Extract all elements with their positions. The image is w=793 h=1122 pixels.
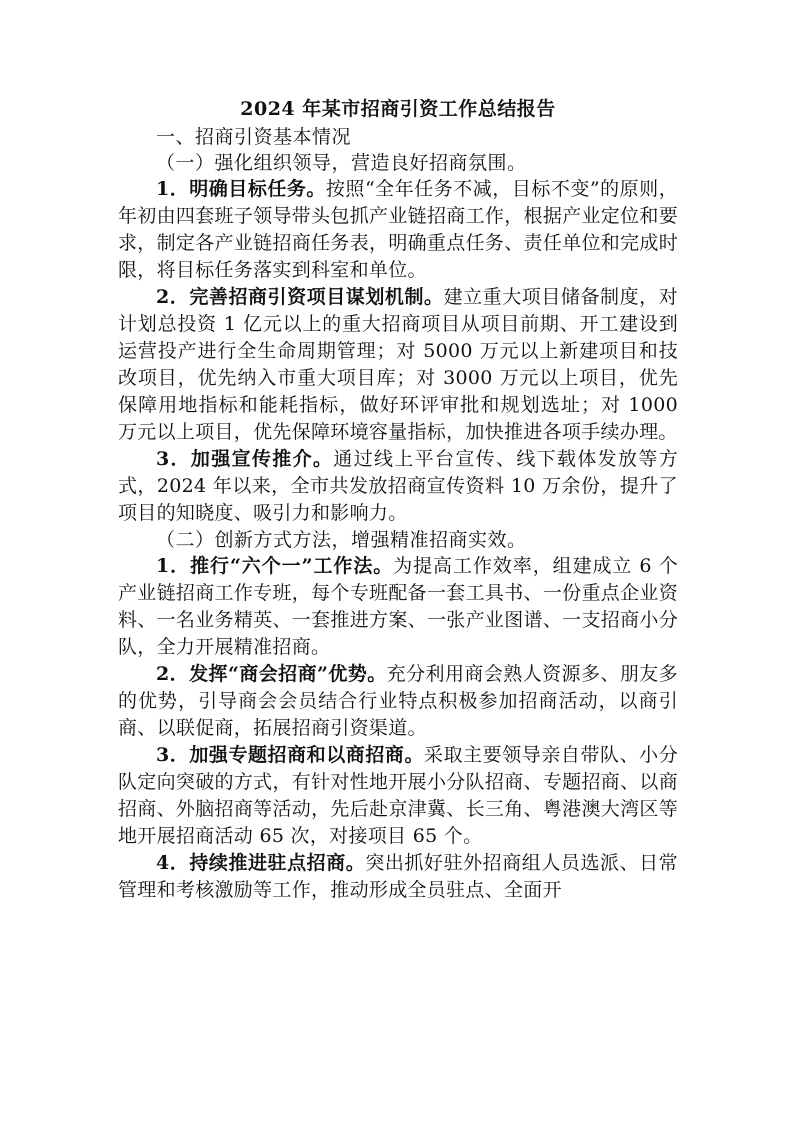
paragraph-body: 按照“全年任务不减，目标不变”的原则，年初由四套班子领导带头包抓产业链招商工作，根据产业定位和要求，制定各产业链招商任务表，明确重点任务、责任单位和完成时限，将目标任务落实到科室和单位。 xyxy=(118,178,678,281)
paragraph-body: 为提高工作效率，组建成立 6 个产业链招商工作专班，每个专班配备一套工具书、一份重点企业资料、一名业务精英、一套推进方案、一张产业图谱、一支招商小分队，全力开展精准招商。 xyxy=(118,555,678,658)
paragraph xyxy=(118,742,678,850)
document-page xyxy=(118,96,678,904)
paragraph xyxy=(118,284,678,446)
paragraph-body: 采取主要领导亲自带队、小分队定向突破的方式，有针对性地开展小分队招商、专题招商、以商招商、外脑招商等活动，先后赴京津冀、长三角、粤港澳大湾区等地开展招商活动 65 次，对接项目 65 个。 xyxy=(118,744,678,847)
paragraph-lead: 3．加强专题招商和以商招商。 xyxy=(156,744,425,766)
paragraph-lead: 2．发挥“商会招商”优势。 xyxy=(156,663,387,685)
paragraph-lead: 3．加强宣传推介。 xyxy=(156,448,334,470)
paragraph-lead: 1．推行“六个一”工作法。 xyxy=(156,555,394,577)
document-title: 2024 年某市招商引资工作总结报告 xyxy=(240,98,556,120)
paragraph xyxy=(118,661,678,742)
paragraph xyxy=(118,446,678,527)
paragraph-body: 建立重大项目储备制度，对计划总投资 1 亿元以上的重大招商项目从项目前期、开工建设到运营投产进行全生命周期管理；对 5000 万元以上新建项目和技改项目，优先纳入市重大项目库；对 3000 万元以上项目，优先保障用地指标和能耗指标，做好环评审批和规划选址；对 1000 万元以上项目，优先保障环境容量指标，加快推进各项手续办理。 xyxy=(118,286,678,443)
subsection-heading: （二）创新方式方法，增强精准招商实效。 xyxy=(156,529,527,551)
paragraph-body: 通过线上平台宣传、线下载体发放等方式，2024 年以来，全市共发放招商宣传资料 10 万余份，提升了项目的知晓度、吸引力和影响力。 xyxy=(118,448,679,524)
paragraph-lead: 2．完善招商引资项目谋划机制。 xyxy=(156,286,444,308)
paragraph-lead: 1．明确目标任务。 xyxy=(156,178,326,200)
paragraph xyxy=(118,176,678,284)
paragraph xyxy=(118,553,678,661)
paragraph-body: 突出抓好驻外招商组人员选派、日常管理和考核激励等工作，推动形成全员驻点、全面开 xyxy=(118,852,678,901)
section-heading: 一、招商引资基本情况 xyxy=(156,126,352,148)
paragraph xyxy=(118,850,678,904)
subsection-heading: （一）强化组织领导，营造良好招商氛围。 xyxy=(156,152,527,174)
paragraph-lead: 4．持续推进驻点招商。 xyxy=(156,852,366,874)
paragraph-body: 充分利用商会熟人资源多、朋友多的优势，引导商会会员结合行业特点积极参加招商活动，以商引商、以联促商，拓展招商引资渠道。 xyxy=(118,663,678,739)
